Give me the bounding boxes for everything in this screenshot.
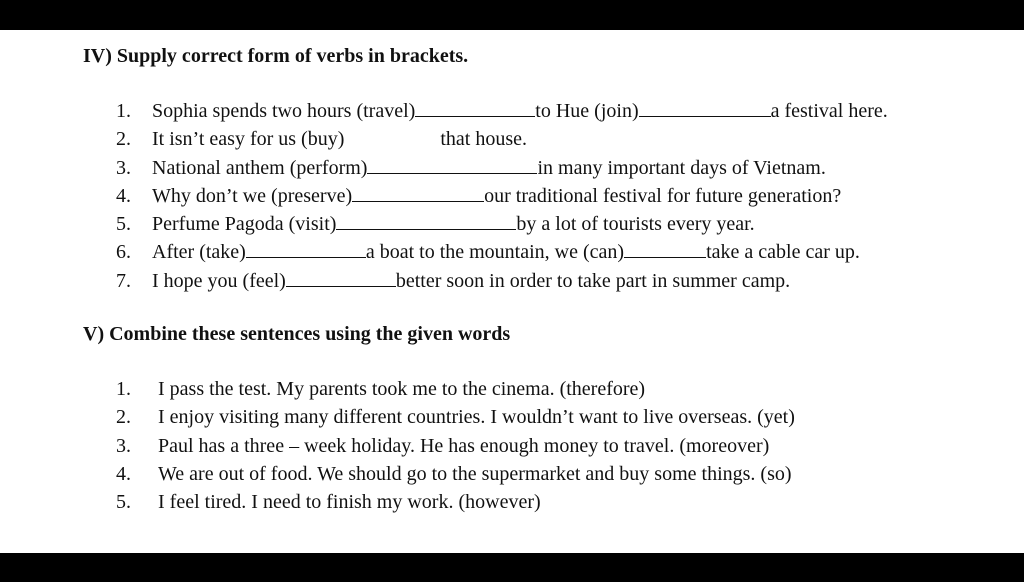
item-number: 1. (116, 100, 131, 122)
item-text: Paul has a three – week holiday. He has enough money to travel. (moreover) (158, 434, 770, 457)
item-text: Sophia spends two hours (travel) to Hue (join) a festival here. (152, 100, 888, 122)
item-text: It isn’t easy for us (buy) that house. (152, 128, 528, 151)
section-4-heading: IV) Supply correct form of verbs in brackets. (83, 45, 469, 67)
item-number: 4. (116, 184, 131, 207)
item-number: 3. (116, 434, 131, 457)
item-text: After (take) a boat to the mountain, we (can) take a cable car up. (152, 241, 860, 264)
answer-blank (246, 239, 366, 258)
item-text: I feel tired. I need to finish my work. (however) (158, 491, 541, 514)
item-text: I hope you (feel) better soon in order to take part in summer camp. (152, 269, 791, 292)
item-number: 5. (116, 491, 131, 514)
answer-blank (336, 211, 516, 230)
answer-blank (286, 268, 396, 287)
item-text: We are out of food. We should go to the supermarket and buy some things. (so) (158, 462, 792, 485)
answer-blank (415, 98, 535, 117)
bottom-black-bar (0, 553, 1024, 582)
item-text: National anthem (perform) in many important days of Vietnam. (152, 156, 826, 179)
item-number: 5. (116, 213, 131, 236)
item-number: 1. (116, 378, 131, 400)
item-number: 7. (116, 269, 131, 292)
item-number: 6. (116, 241, 131, 264)
top-black-bar (0, 0, 1024, 30)
item-text: I enjoy visiting many different countries. I wouldn’t want to live overseas. (yet) (158, 406, 795, 429)
item-number: 4. (116, 462, 131, 485)
worksheet-page (0, 30, 1024, 553)
answer-blank (352, 183, 484, 202)
item-number: 2. (116, 406, 131, 429)
item-text: Perfume Pagoda (visit) by a lot of tourists every year. (152, 213, 755, 236)
section-5-heading: V) Combine these sentences using the given words (83, 323, 511, 345)
answer-blank (639, 98, 771, 117)
item-text: Why don’t we (preserve) our traditional festival for future generation? (152, 184, 842, 207)
answer-blank (367, 155, 537, 174)
answer-blank (624, 239, 706, 258)
item-number: 3. (116, 156, 131, 179)
item-number: 2. (116, 128, 131, 151)
item-text: I pass the test. My parents took me to the cinema. (therefore) (158, 378, 646, 400)
